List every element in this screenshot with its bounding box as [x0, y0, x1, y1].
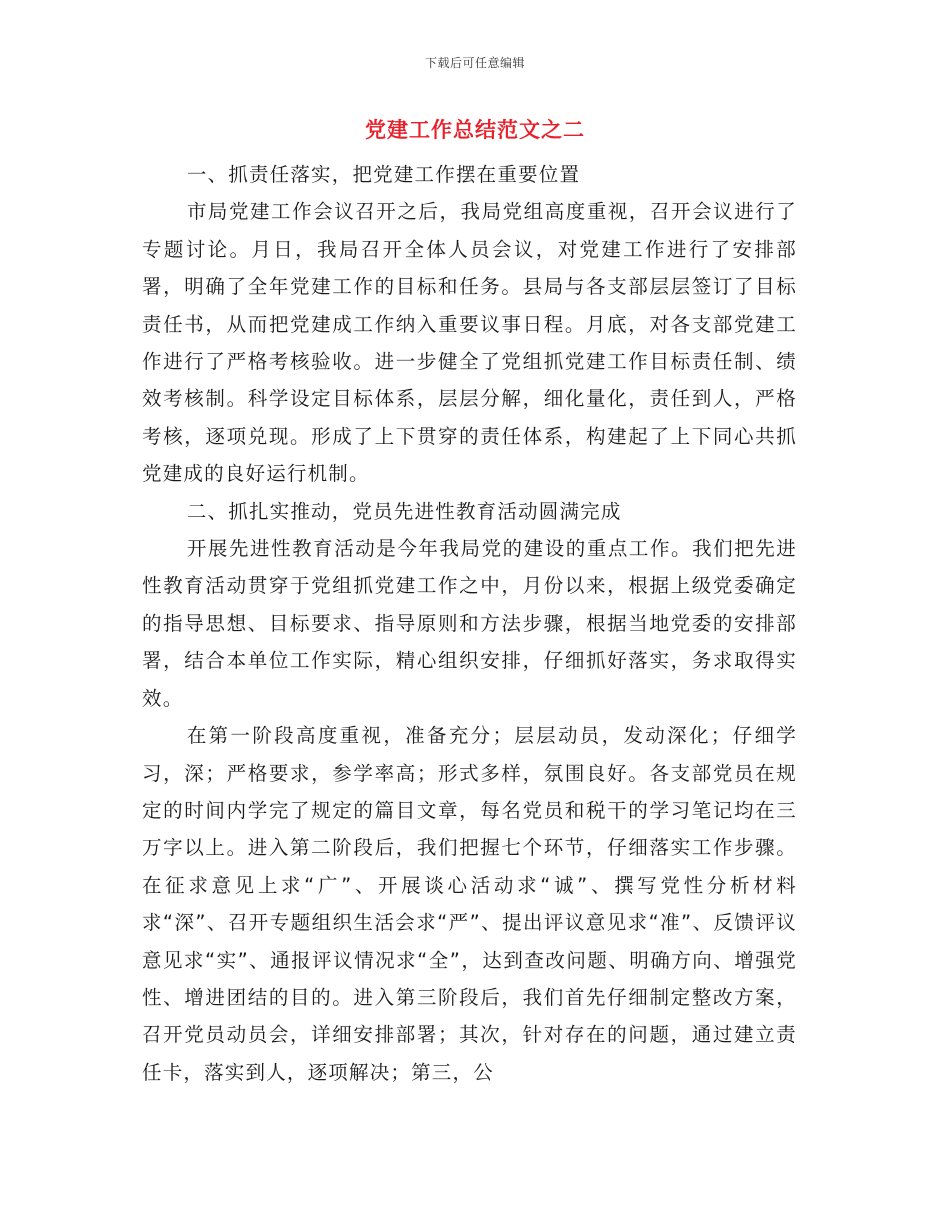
body-paragraph: 在第一阶段高度重视，准备充分；层层动员，发动深化；仔细学习，深；严格要求，参学率高；形式多样，氛围良好。各支部党员在规定的时间内学完了规定的篇目文章，每名党员和税干的学习笔记均在三万字以上。进入第二阶段后，我们把握七个环节，仔细落实工作步骤。在征求意见上求“广”、开展谈心活动求“诚”、撰写党性分析材料求“深”、召开专题组织生活会求“严”、提出评议意见求“准”、反馈评议意见求“实”、通报评议情况求“全”，达到查改问题、明确方向、增强党性、增进团结的目的。进入第三阶段后，我们首先仔细制定整改方案，召开党员动员会，详细安排部署；其次，针对存在的问题，通过建立责任卡，落实到人，逐项解决；第三，公: [142, 724, 797, 1084]
page-header: 下载后可任意编辑: [424, 56, 525, 70]
section-heading-2: 二、抓扎实推动，党员先进性教育活动圆满完成: [186, 499, 622, 523]
section-heading-1: 一、抓责任落实，把党建工作摆在重要位置: [186, 163, 581, 186]
document-body: [142, 156, 797, 1091]
document-title: 党建工作总结范文之二: [365, 118, 585, 142]
body-paragraph: 市局党建工作会议召开之后，我局党组高度重视，召开会议进行了专题讨论。月日，我局召开全体人员会议，对党建工作进行了安排部署，明确了全年党建工作的目标和任务。县局与各支部层层签订了目标责任书，从而把党建成工作纳入重要议事日程。月底，对各支部党建工作进行了严格考核验收。进一步健全了党组抓党建工作目标责任制、绩效考核制。科学设定目标体系，层层分解，细化量化，责任到人，严格考核，逐项兑现。形成了上下贯穿的责任体系，构建起了上下同心共抓党建成的良好运行机制。: [142, 200, 797, 486]
body-paragraph: 开展先进性教育活动是今年我局党的建设的重点工作。我们把先进性教育活动贯穿于党组抓党建工作之中，月份以来，根据上级党委确定的指导思想、目标要求、指导原则和方法步骤，根据当地党委的安排部署，结合本单位工作实际，精心组织安排，仔细抓好落实，务求取得实效。: [142, 537, 797, 710]
